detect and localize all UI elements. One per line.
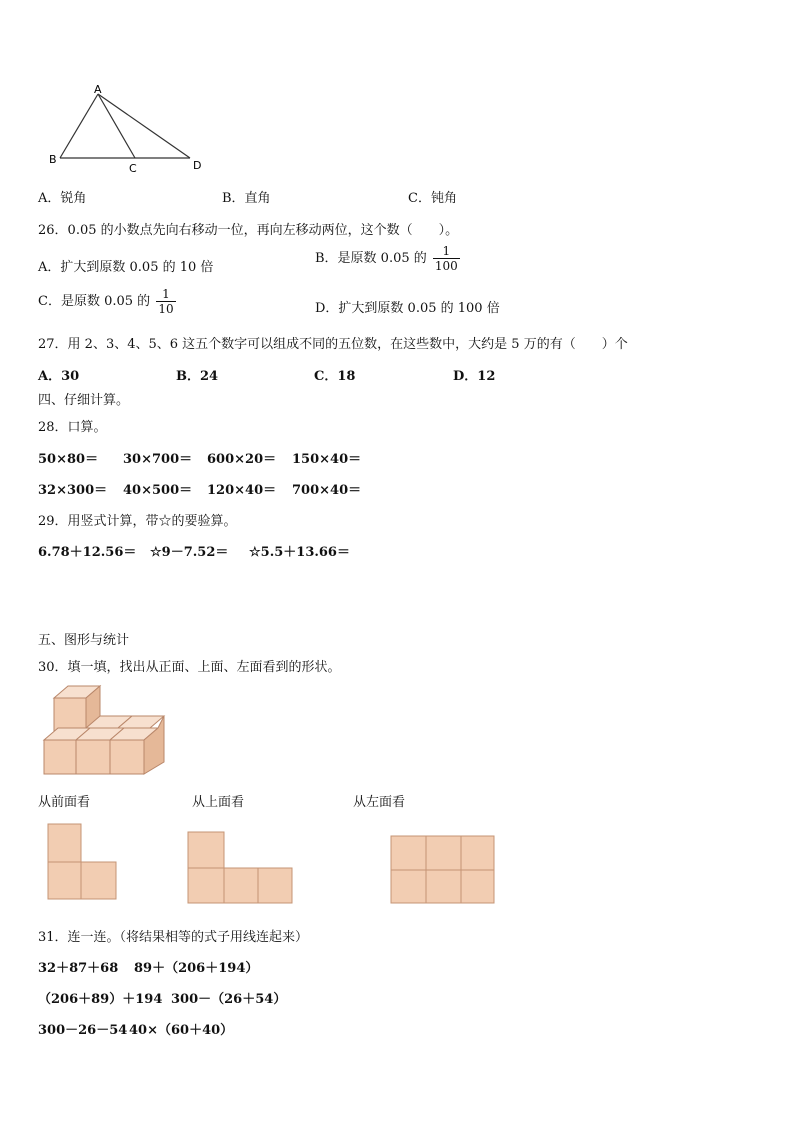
- view-label-left: 从左面看: [353, 795, 406, 810]
- q28-r2-c2: 40×500＝: [123, 483, 193, 498]
- q28-r2-c3: 120×40＝: [207, 483, 277, 498]
- q27-option-a: A．30: [38, 369, 80, 384]
- q29-item-1: 6.78＋12.56＝: [38, 545, 137, 560]
- q26-stem: 26．0.05 的小数点先向右移动一位，再向左移动两位，这个数（ ）。: [38, 223, 459, 238]
- section-4-title: 四、仔细计算。: [38, 393, 130, 408]
- label-c: C: [129, 162, 137, 175]
- numerator: 1: [442, 244, 451, 258]
- q26-option-c: [38, 287, 176, 316]
- denominator: 10: [158, 302, 174, 316]
- numerator: 1: [162, 287, 170, 301]
- q31-right-3: 40×（60＋40）: [129, 1023, 234, 1038]
- q31-right-1: 89＋（206＋194）: [134, 961, 259, 976]
- q26-option-b: [315, 244, 460, 273]
- fraction-1-10: [156, 287, 175, 316]
- q30-stem: 30．填一填，找出从正面、上面、左面看到的形状。: [38, 660, 341, 675]
- label-a: A: [94, 83, 102, 96]
- q31-left-2: （206＋89）＋194: [38, 992, 163, 1007]
- q31-right-2: 300－（26＋54）: [171, 992, 287, 1007]
- q26-option-b-text: B．是原数 0.05 的: [315, 251, 427, 266]
- triangle-figure: [40, 82, 215, 177]
- q27-option-b: B．24: [176, 369, 219, 384]
- q29-item-2: ☆9－7.52＝: [150, 545, 229, 560]
- q28-r2-c1: 32×300＝: [38, 483, 108, 498]
- q26-option-d: D．扩大到原数 0.05 的 100 倍: [315, 301, 500, 316]
- q27-option-d: D．12: [453, 369, 496, 384]
- q28-r1-c3: 600×20＝: [207, 452, 277, 467]
- q28-r1-c2: 30×700＝: [123, 452, 193, 467]
- section-5-title: 五、图形与统计: [38, 633, 130, 648]
- top-view-shape: [186, 830, 296, 905]
- label-b: B: [49, 153, 57, 166]
- cube-stack-figure: [40, 684, 175, 779]
- q26-option-c-text: C．是原数 0.05 的: [38, 294, 151, 309]
- q28-r1-c1: 50×80＝: [38, 452, 99, 467]
- q26-option-a: A．扩大到原数 0.05 的 10 倍: [38, 260, 214, 275]
- view-label-front: 从前面看: [38, 795, 91, 810]
- q25-option-b: B．直角: [222, 191, 271, 206]
- q25-option-c: C．钝角: [408, 191, 457, 206]
- q31-stem: 31．连一连。（将结果相等的式子用线连起来）: [38, 930, 309, 945]
- q27-option-c: C．18: [314, 369, 356, 384]
- q27-stem: 27．用 2、3、4、5、6 这五个数字可以组成不同的五位数，在这些数中，大约是 5 万的有（ ）个: [38, 337, 628, 352]
- label-d: D: [193, 159, 202, 172]
- front-view-shape: [46, 822, 120, 902]
- q28-stem: 28．口算。: [38, 420, 107, 435]
- denominator: 100: [434, 259, 458, 273]
- fraction-1-100: [433, 244, 460, 273]
- left-view-shape: [389, 834, 497, 906]
- q29-stem: 29．用竖式计算，带☆的要验算。: [38, 514, 237, 529]
- q31-left-1: 32＋87＋68: [38, 961, 119, 976]
- q29-item-3: ☆5.5＋13.66＝: [249, 545, 350, 560]
- view-label-top: 从上面看: [192, 795, 245, 810]
- q28-r2-c4: 700×40＝: [292, 483, 362, 498]
- q31-left-3: 300－26－54: [38, 1023, 128, 1038]
- q25-option-a: A．锐角: [38, 191, 87, 206]
- q28-r1-c4: 150×40＝: [292, 452, 362, 467]
